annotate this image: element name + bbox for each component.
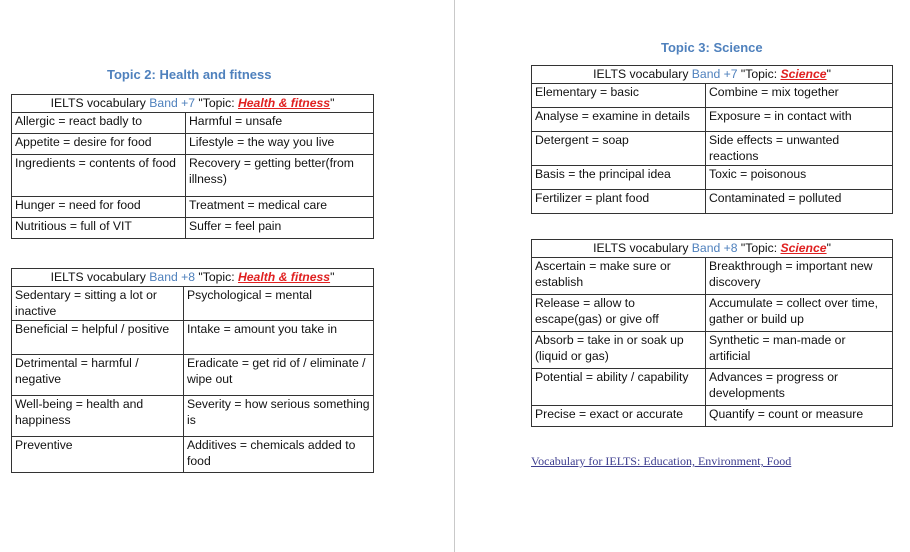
vocabulary-link[interactable]: Vocabulary for IELTS: Education, Environment, Food	[531, 454, 792, 468]
table-row	[12, 436, 374, 472]
health-band7-table	[11, 94, 374, 239]
vocab-cell: Detrimental = harmful / negative	[12, 354, 184, 395]
vocab-cell: Ascertain = make sure or establish	[532, 257, 706, 294]
vocab-cell: Ingredients = contents of food	[12, 154, 186, 196]
page-divider	[454, 0, 455, 552]
table-caption: IELTS vocabulary Band +8 "Topic: Science"	[532, 240, 893, 258]
topic-3-heading: Topic 3: Science	[661, 40, 763, 55]
table-row	[12, 286, 374, 320]
vocab-cell: Eradicate = get rid of / eliminate / wipe out	[184, 354, 374, 395]
vocab-cell: Analyse = examine in details	[532, 107, 706, 131]
table-row	[532, 368, 893, 405]
topic-2-heading: Topic 2: Health and fitness	[107, 67, 272, 82]
topic-name: Science	[780, 241, 827, 255]
vocab-cell: Psychological = mental	[184, 286, 374, 320]
vocab-cell: Combine = mix together	[706, 83, 893, 107]
vocab-cell: Side effects = unwanted reactions	[706, 131, 893, 165]
vocab-cell: Toxic = poisonous	[706, 165, 893, 189]
vocab-cell: Intake = amount you take in	[184, 320, 374, 354]
table-row	[532, 405, 893, 426]
topic-name: Health & fitness	[237, 96, 331, 110]
vocab-cell: Severity = how serious something is	[184, 395, 374, 436]
vocab-cell: Quantify = count or measure	[706, 405, 893, 426]
band-label: Band +8	[149, 270, 196, 284]
vocab-cell: Nutritious = full of VIT	[12, 217, 186, 238]
vocab-cell: Suffer = feel pain	[186, 217, 374, 238]
vocab-cell: Synthetic = man-made or artificial	[706, 331, 893, 368]
table-row	[12, 217, 374, 238]
science-band8-table	[531, 239, 893, 427]
table-row	[12, 154, 374, 196]
vocab-cell: Beneficial = helpful / positive	[12, 320, 184, 354]
vocab-cell: Elementary = basic	[532, 83, 706, 107]
vocab-cell: Appetite = desire for food	[12, 133, 186, 154]
table-caption: IELTS vocabulary Band +8 "Topic: Health & fitness"	[12, 269, 374, 287]
table-row	[532, 257, 893, 294]
table-caption: IELTS vocabulary Band +7 "Topic: Science"	[532, 66, 893, 84]
vocab-cell: Allergic = react badly to	[12, 112, 186, 133]
vocab-cell: Preventive	[12, 436, 184, 472]
table-caption-row	[532, 66, 893, 84]
vocab-cell: Breakthrough = important new discovery	[706, 257, 893, 294]
vocab-cell: Fertilizer = plant food	[532, 189, 706, 213]
table-caption-row	[532, 240, 893, 258]
band-label: Band +7	[691, 67, 738, 81]
vocab-cell: Accumulate = collect over time, gather or build up	[706, 294, 893, 331]
table-row	[532, 294, 893, 331]
table-caption: IELTS vocabulary Band +7 "Topic: Health & fitness"	[12, 95, 374, 113]
table-row	[12, 395, 374, 436]
science-band7-table	[531, 65, 893, 214]
table-caption-row	[12, 95, 374, 113]
band-label: Band +7	[149, 96, 196, 110]
table-row	[532, 131, 893, 165]
table-row	[12, 196, 374, 217]
table-caption-row	[12, 269, 374, 287]
vocab-cell: Release = allow to escape(gas) or give off	[532, 294, 706, 331]
table-row	[532, 189, 893, 213]
vocab-cell: Recovery = getting better(from illness)	[186, 154, 374, 196]
vocab-cell: Hunger = need for food	[12, 196, 186, 217]
band-label: Band +8	[691, 241, 738, 255]
vocab-cell: Advances = progress or developments	[706, 368, 893, 405]
table-row	[12, 320, 374, 354]
table-row	[12, 133, 374, 154]
vocab-cell: Contaminated = polluted	[706, 189, 893, 213]
topic-name: Health & fitness	[237, 270, 331, 284]
table-row	[532, 331, 893, 368]
vocab-cell: Exposure = in contact with	[706, 107, 893, 131]
table-row	[532, 83, 893, 107]
table-row	[532, 165, 893, 189]
health-band8-table	[11, 268, 374, 473]
vocab-cell: Additives = chemicals added to food	[184, 436, 374, 472]
vocab-cell: Basis = the principal idea	[532, 165, 706, 189]
vocab-cell: Potential = ability / capability	[532, 368, 706, 405]
table-row	[12, 354, 374, 395]
table-row	[532, 107, 893, 131]
table-row	[12, 112, 374, 133]
vocab-cell: Treatment = medical care	[186, 196, 374, 217]
vocab-cell: Harmful = unsafe	[186, 112, 374, 133]
vocab-cell: Detergent = soap	[532, 131, 706, 165]
vocab-cell: Absorb = take in or soak up (liquid or gas)	[532, 331, 706, 368]
vocab-cell: Lifestyle = the way you live	[186, 133, 374, 154]
vocab-cell: Precise = exact or accurate	[532, 405, 706, 426]
topic-name: Science	[780, 67, 827, 81]
vocab-cell: Sedentary = sitting a lot or inactive	[12, 286, 184, 320]
vocab-cell: Well-being = health and happiness	[12, 395, 184, 436]
